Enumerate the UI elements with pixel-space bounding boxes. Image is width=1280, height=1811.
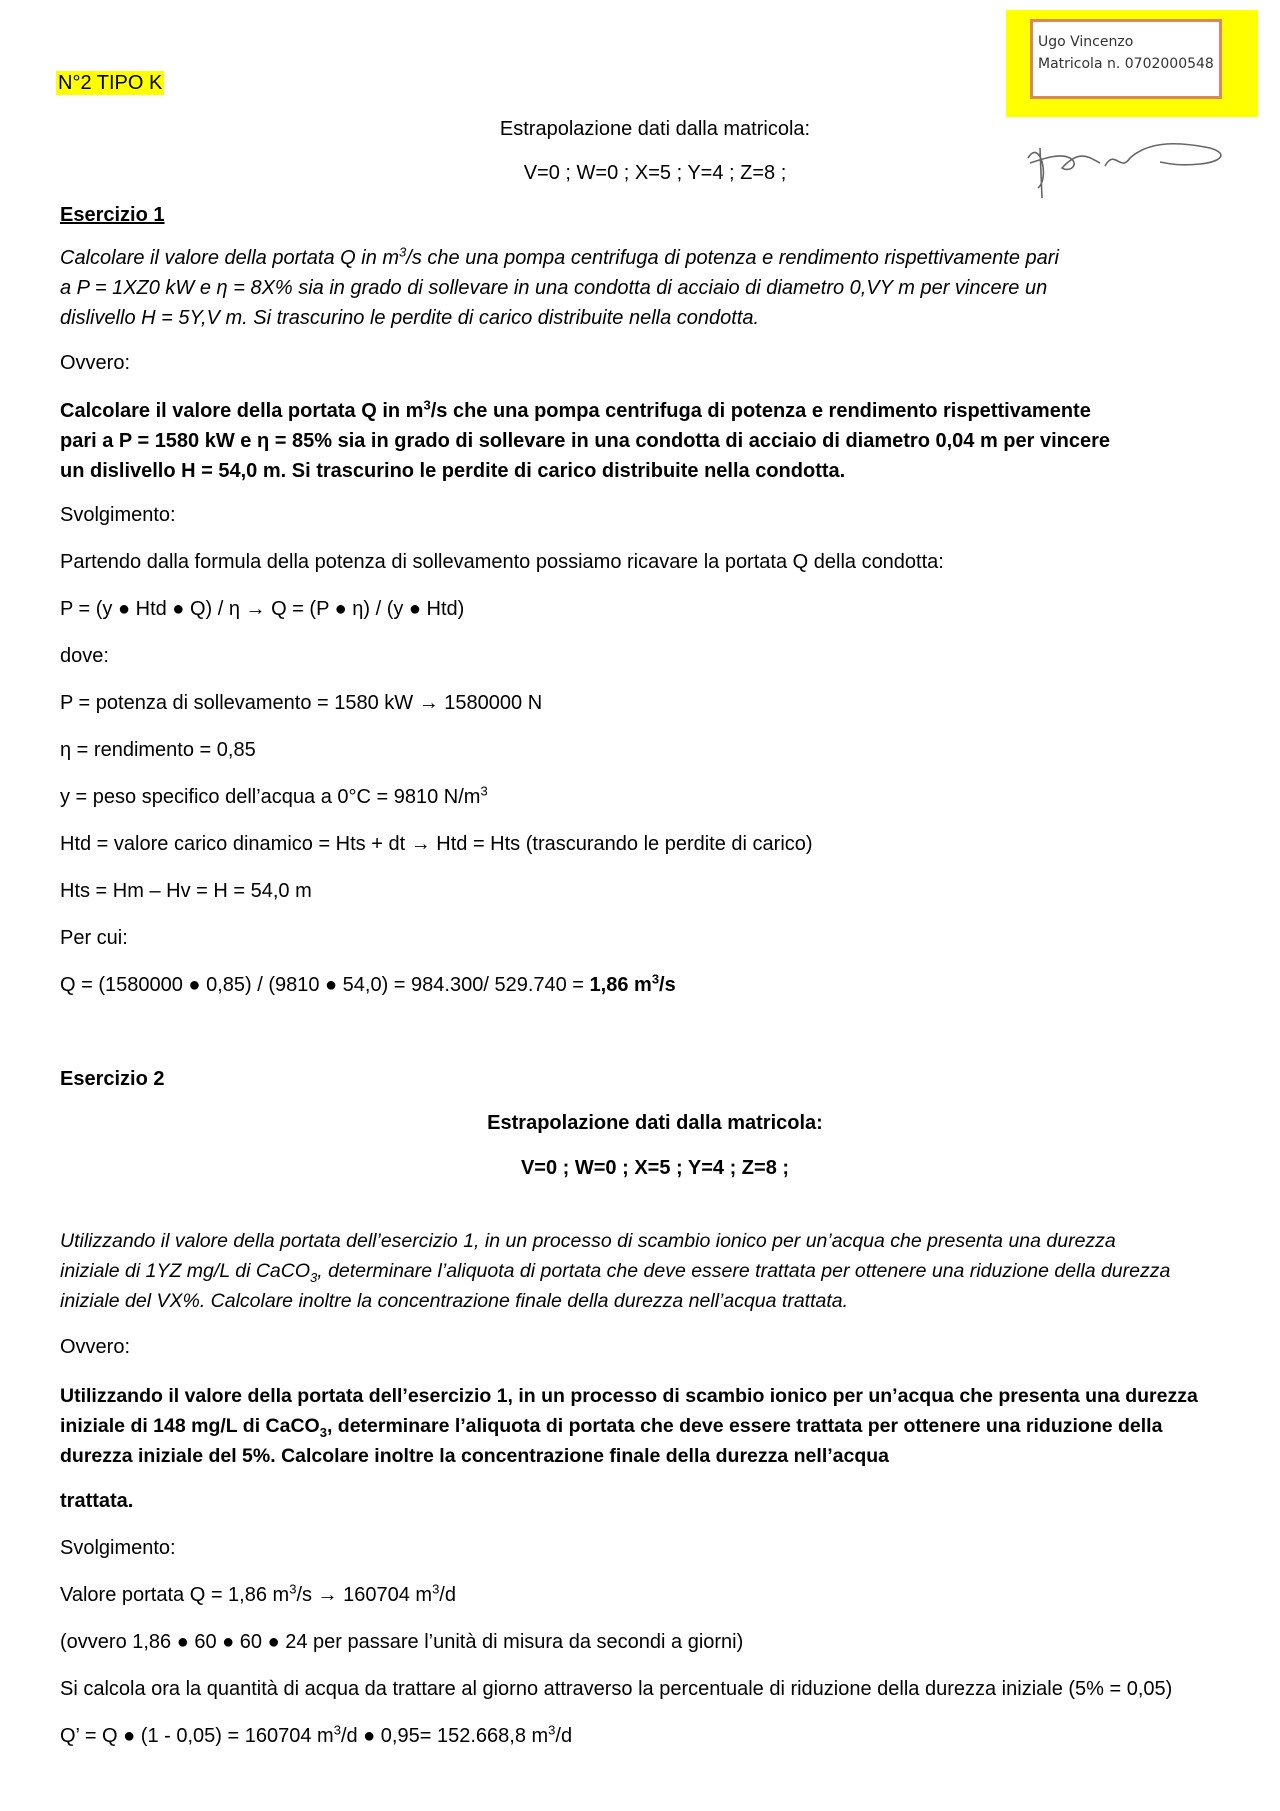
conversion-note: (ovvero 1,86 ● 60 ● 60 ● 24 per passare l’unità di misura da secondi a giorni) [60,1631,744,1653]
result-q: Q = (1580000 ● 0,85) / (9810 ● 54,0) = 984.300/ 529.740 = 1,86 $m^3/s$ [60,971,676,996]
def-htd: Htd = valore carico dinamico = Hts + dt → Htd = Hts (trascurando le perdite di carico) [60,833,813,855]
extract-values: V=0 ; W=0 ; X=5 ; Y=4 ; Z=8 ; [523,162,787,184]
exercise-1-bold-prompt: Calcolare il valore della portata Q in $m^3/s$ che una pompa centrifuga di potenza e rendimento rispettivamente pari a P = 1580 kW e η = 85% sia in grado di sollevare in una condotta di acciaio di diametro 0,04 m per vincere un dislivello H = 54,0 m. Si trascurino le perdite di carico distribuite nella condotta. [60,397,1111,482]
extract-title-2: Estrapolazione dati dalla matricola: [487,1112,823,1134]
extract-values-2: V=0 ; W=0 ; X=5 ; Y=4 ; Z=8 ; [520,1157,790,1179]
def-hts: Hts = Hm – Hv = H = 54,0 m [60,880,312,902]
formula: P = (y ● Htd ● Q) / η → Q = (P ● η) / (y ● Htd) [60,598,465,620]
def-eta: η = rendimento = 0,85 [60,739,256,761]
dove-label: dove: [60,645,109,667]
extract-title: Estrapolazione dati dalla matricola: [499,118,811,140]
percui-label: Per cui: [60,927,128,949]
calc-intro: Si calcola ora la quantità di acqua da trattare al giorno attraverso la percentuale di riduzione della durezza iniziale (5% = 0,05) [60,1678,1173,1700]
exercise-1-prompt: Calcolare il valore della portata Q in $m^3/s$ che una pompa centrifuga di potenza e rendimento rispettivamente pari a P = 1XZ0 kW e η = 8X% sia in grado di sollevare in una condotta di acciaio di diametro 0,VY m per vincere un dislivello H = 5Y,V m. Si trascurino le perdite di carico distribuite nella condotta. [60,244,1059,329]
q-value: Valore portata Q = 1,86 $m^3/s \to 160704$ $m^3/d$ [60,1581,456,1606]
def-p: P = potenza di sollevamento = 1580 kW → 1580000 N [60,692,543,714]
ovvero-label: Ovvero: [60,352,131,374]
exercise-2-prompt: Utilizzando il valore della portata dell’esercizio 1, in un processo di scambio ionico per un’acqua che presenta una durezza iniziale di 1YZ mg/L di CaCO$_3$, determinare l’aliquota di portata che deve essere trattata per ottenere una riduzione della durezza iniziale del VX%. Calcolare inoltre la concentrazione finale della durezza nell’acqua trattata. [60,1230,1171,1312]
svolgimento-label-2: Svolgimento: [60,1537,176,1559]
svolgimento-label: Svolgimento: [60,504,176,526]
bold-trattata: trattata. [60,1490,134,1512]
tag-highlight: N°2 TIPO K [58,72,163,94]
exercise-2-title: Esercizio 2 [60,1068,165,1090]
def-y: y = peso specifico dell’acqua a 0°C = 9810 $N/m^3$ [60,783,488,808]
solution-intro: Partendo dalla formula della potenza di sollevamento possiamo ricavare la portata Q della condotta: [60,551,944,573]
stamp-matricola: Matricola n. 0702000548 [1038,56,1214,72]
exercise-1-title: Esercizio 1 [60,204,165,226]
q-prime: Q’ = Q ● (1 - 0,05) = 160704 $m^3/d$ ● 0,95= 152.668,8 $m^3/d$ [60,1722,573,1747]
stamp-name: Ugo Vincenzo [1038,34,1134,50]
exercise-2-bold-prompt: Utilizzando il valore della portata dell’esercizio 1, in un processo di scambio ionico per un’acqua che presenta una durezza iniziale di 148 mg/L di CaCO$_3$, determinare l’aliquota di portata che deve essere trattata per ottenere una riduzione della durezza iniziale del 5%. Calcolare inoltre la concentrazione finale della durezza nell’acqua [60,1385,1198,1467]
ovvero-label-2: Ovvero: [60,1336,131,1358]
document-tag [56,72,164,95]
